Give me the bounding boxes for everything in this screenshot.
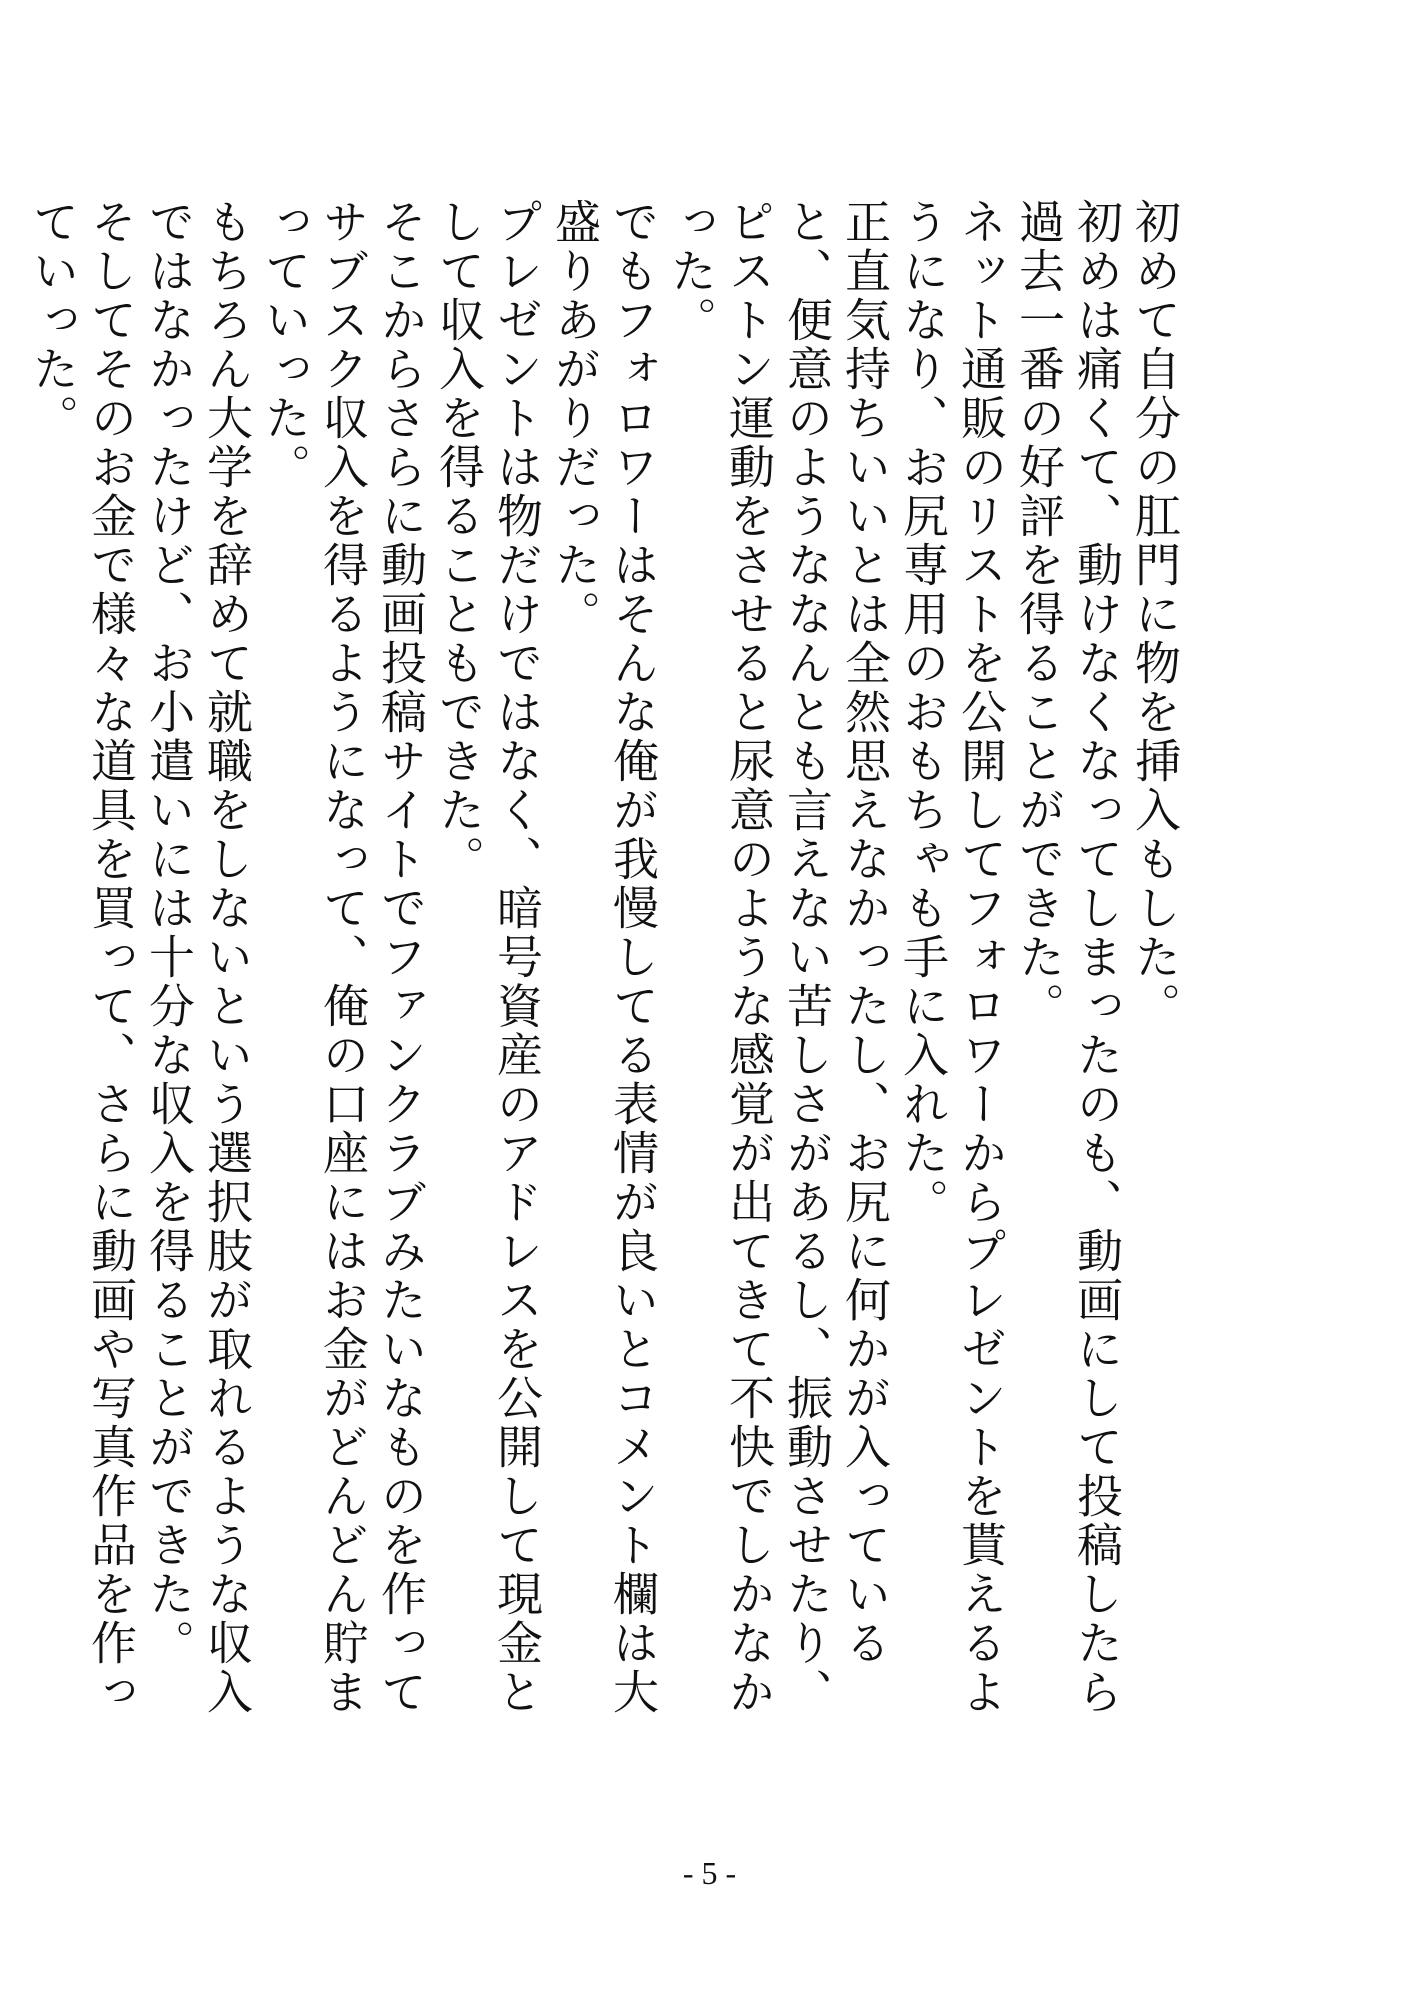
paragraph-2: 初めは痛くて、動けなくなってしまったのも、動画にして投稿したら過去一番の好評を得ることができた。 xyxy=(1012,198,1124,1717)
paragraph-3: ネット通販のリストを公開してフォロワーからプレゼントを貰えるようになり、お尻専用のおもちゃも手に入れた。 xyxy=(896,198,1008,1717)
paragraph-6: プレゼントは物だけではなく、暗号資産のアドレスを公開して現金として収入を得ることもできた。 xyxy=(432,198,544,1717)
paragraph-1: 初めて自分の肛門に物を挿入もした。 xyxy=(1128,198,1182,1031)
page-number: - 5 - xyxy=(682,1855,737,1891)
body-text xyxy=(24,198,1184,1758)
paragraph-8: もちろん大学を辞めて就職をしないという選択肢が取れるような収入ではなかったけど、お小遣いには十分な収入を得ることができた。 xyxy=(142,198,254,1717)
paragraph-7: そこからさらに動画投稿サイトでファンクラブみたいなものを作ってサブスク収入を得るようになって、俺の口座にはお金がどんどん貯まっていった。 xyxy=(258,198,428,1717)
paragraph-9: そしてそのお金で様々な道具を買って、さらに動画や写真作品を作っていった。 xyxy=(26,198,138,1717)
paragraph-4: 正直気持ちいいとは全然思えなかったし、お尻に何かが入っていると、便意のようななんとも言えない苦しさがあるし、振動させたり、ピストン運動をさせると尿意のような感覚が出てきて不快でしかなかった。 xyxy=(664,198,892,1717)
paragraph-5: でもフォロワーはそんな俺が我慢してる表情が良いとコメント欄は大盛りあがりだった。 xyxy=(548,198,660,1717)
